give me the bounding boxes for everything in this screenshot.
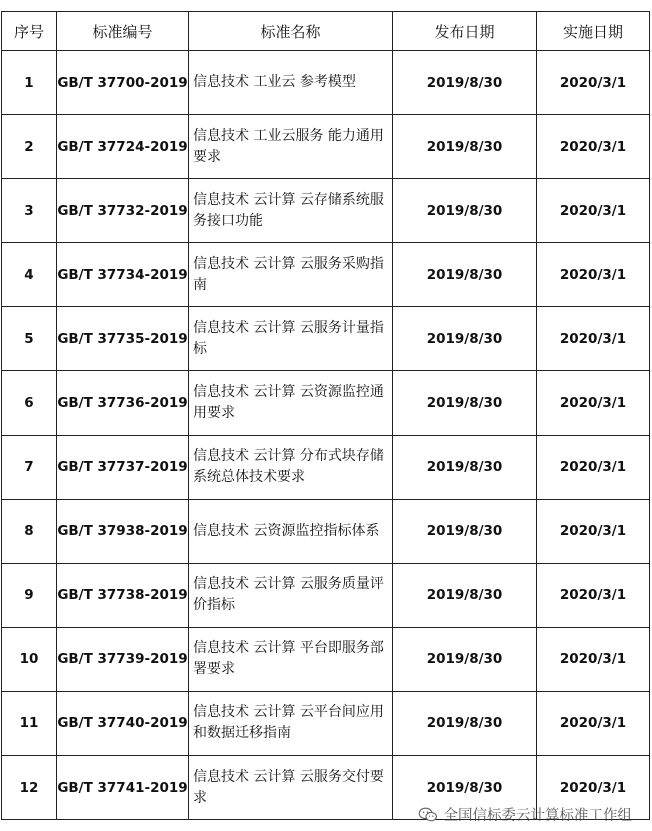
header-number: 序号 [2,12,57,51]
row-number: 7 [2,435,57,499]
standard-code: GB/T 37738-2019 [57,563,189,627]
publish-date: 2019/8/30 [393,563,537,627]
effective-date: 2020/3/1 [537,243,650,307]
standard-code: GB/T 37724-2019 [57,115,189,179]
publish-date: 2019/8/30 [393,307,537,371]
table-row [2,371,650,435]
standard-code: GB/T 37737-2019 [57,435,189,499]
publish-date: 2019/8/30 [393,243,537,307]
row-number: 1 [2,51,57,115]
table-row [2,627,650,691]
publish-date: 2019/8/30 [393,115,537,179]
header-publish-date: 发布日期 [393,12,537,51]
effective-date: 2020/3/1 [537,563,650,627]
table-row [2,563,650,627]
table-row [2,115,650,179]
standard-name: 信息技术 云计算 云平台间应用和数据迁移指南 [189,691,393,755]
effective-date: 2020/3/1 [537,51,650,115]
effective-date: 2020/3/1 [537,499,650,563]
row-number: 8 [2,499,57,563]
standard-code: GB/T 37736-2019 [57,371,189,435]
header-effective-date: 实施日期 [537,12,650,51]
standard-name: 信息技术 云计算 云服务交付要求 [189,756,393,820]
standard-code: GB/T 37732-2019 [57,179,189,243]
standard-name: 信息技术 云计算 分布式块存储系统总体技术要求 [189,435,393,499]
table-row [2,691,650,755]
row-number: 5 [2,307,57,371]
standards-table [1,11,650,820]
row-number: 12 [2,756,57,820]
standard-code: GB/T 37739-2019 [57,627,189,691]
table-row [2,435,650,499]
row-number: 3 [2,179,57,243]
table-row [2,51,650,115]
standard-name: 信息技术 云计算 云服务采购指南 [189,243,393,307]
standard-code: GB/T 37740-2019 [57,691,189,755]
effective-date: 2020/3/1 [537,179,650,243]
header-standard-code: 标准编号 [57,12,189,51]
standard-name: 信息技术 云计算 云服务质量评价指标 [189,563,393,627]
watermark [418,804,633,825]
standard-name: 信息技术 云计算 云资源监控通用要求 [189,371,393,435]
table-row [2,243,650,307]
standard-code: GB/T 37938-2019 [57,499,189,563]
standard-name: 信息技术 云计算 云服务计量指标 [189,307,393,371]
standard-code: GB/T 37734-2019 [57,243,189,307]
effective-date: 2020/3/1 [537,307,650,371]
effective-date: 2020/3/1 [537,756,650,820]
publish-date: 2019/8/30 [393,51,537,115]
publish-date: 2019/8/30 [393,691,537,755]
effective-date: 2020/3/1 [537,371,650,435]
standard-code: GB/T 37735-2019 [57,307,189,371]
standard-name: 信息技术 云计算 平台即服务部署要求 [189,627,393,691]
standard-name: 信息技术 云计算 云存储系统服务接口功能 [189,179,393,243]
table-row [2,499,650,563]
publish-date: 2019/8/30 [393,371,537,435]
effective-date: 2020/3/1 [537,115,650,179]
wechat-icon [418,807,438,823]
publish-date: 2019/8/30 [393,756,537,820]
row-number: 10 [2,627,57,691]
publish-date: 2019/8/30 [393,627,537,691]
standard-code: GB/T 37700-2019 [57,51,189,115]
standard-name: 信息技术 工业云 参考模型 [189,51,393,115]
standard-code: GB/T 37741-2019 [57,756,189,820]
header-standard-name: 标准名称 [189,12,393,51]
row-number: 6 [2,371,57,435]
publish-date: 2019/8/30 [393,179,537,243]
row-number: 11 [2,691,57,755]
standard-name: 信息技术 云资源监控指标体系 [189,499,393,563]
effective-date: 2020/3/1 [537,627,650,691]
table-row [2,179,650,243]
row-number: 4 [2,243,57,307]
standard-name: 信息技术 工业云服务 能力通用要求 [189,115,393,179]
table-header-row [2,12,650,51]
effective-date: 2020/3/1 [537,435,650,499]
watermark-text: 全国信标委云计算标准工作组 [443,808,632,824]
publish-date: 2019/8/30 [393,499,537,563]
row-number: 2 [2,115,57,179]
row-number: 9 [2,563,57,627]
publish-date: 2019/8/30 [393,435,537,499]
effective-date: 2020/3/1 [537,691,650,755]
table-row [2,307,650,371]
